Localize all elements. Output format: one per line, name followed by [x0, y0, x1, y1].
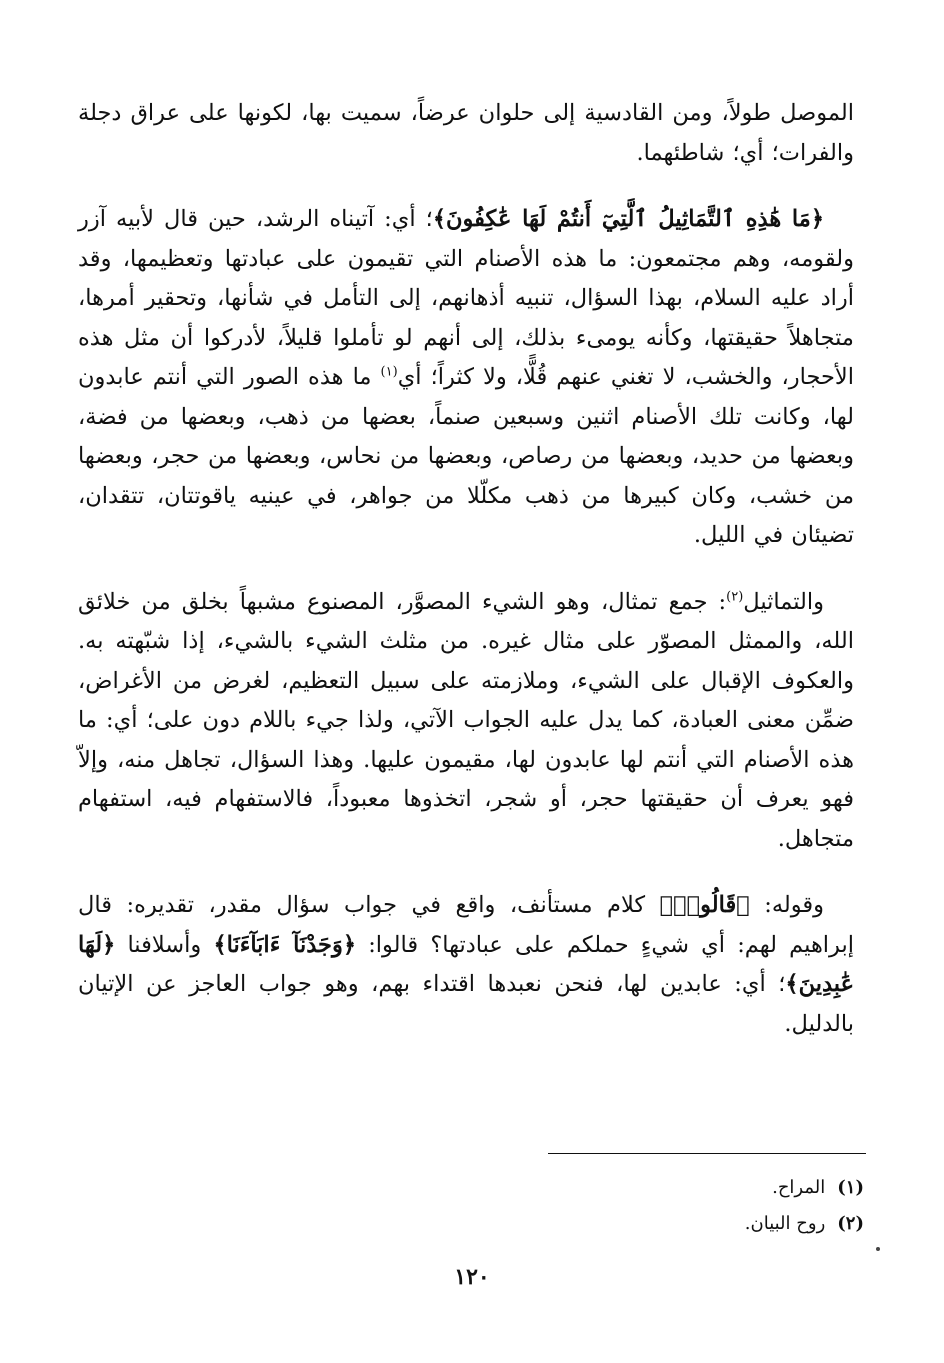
paragraph-1-text: الموصل طولاً، ومن القادسية إلى حلوان عرضاً، سميت بها، لكونها على عراق دجلة والفرات؛ أي؛ شاطئهما. [78, 100, 854, 166]
paragraph-1 [78, 94, 854, 173]
paragraph-2-text-a: ؛ أي: آتيناه الرشد، حين قال لأبيه آزر ولقومه، وهم مجتمعون: ما هذه الأصنام التي تقيمون على عبادتها وتعظيمها، وقد أراد عليه السلام، بهذا السؤال، تنبيه أذهانهم، إلى التأمل في شأنها، وتحقير أمرها، متجاهلاً حقيقتها، وكأنه يومىء بذلك، إلى أنهم لو تأملوا قليلاً، لأدركوا أن مثل هذه الأحجار، والخشب، لا تغني عنهم قُلًّا، ولا كثراً؛ أي [78, 206, 855, 390]
footnote-ref-1[interactable]: (١) [380, 364, 398, 380]
footnote-2 [464, 1206, 864, 1242]
footnote-2-text: روح البيان. [744, 1213, 826, 1234]
quran-verse-2: ﴿قَالُوا۟﴾ [659, 892, 750, 918]
paragraph-2-text-b: ما هذه الصور التي أنتم عابدون لها، وكانت تلك الأصنام اثنين وسبعين صنماً، بعضها من ذهب، وبعضها من فضة، وبعضها من حديد، وبعضها من رصاص، وبعضها من نحاس، وبعضها من حجر، وبعضها من خشب، وكان كبيرها من ذهب مكلّلا من جواهر، في عينيه ياقوتتان، تتقدان، تضيئان في الليل. [78, 364, 854, 548]
paragraph-4-text-b: كلام مستأنف، واقع في جواب سؤال مقدر، تقديره: قال إبراهيم لهم: أي شيءٍ حملكم على عبادتها؟ قالوا: [78, 892, 854, 958]
print-speck [876, 1247, 880, 1251]
paragraph-4-text-a: وقوله: [749, 892, 824, 918]
page-number: ١٢٠ [454, 1264, 490, 1290]
footnote-ref-2[interactable]: (٢) [726, 589, 744, 604]
main-text [78, 94, 854, 1071]
paragraph-4-text-c: وأسلافنا [115, 931, 214, 958]
quran-verse-4: ﴿لَهَا عَٰبِدِينَ﴾ [78, 931, 854, 997]
paragraph-4-text-d: ؛ أي: عابدين لها، فنحن نعبدها اقتداء بهم، وهو جواب العاجز عن الإتيان بالدليل. [78, 971, 854, 1037]
paragraph-4 [78, 886, 854, 1044]
paragraph-3 [78, 583, 854, 860]
footnote-2-number: (٢) [837, 1213, 864, 1234]
quran-verse-3: ﴿وَجَدْنَآ ءَابَآءَنَا﴾ [213, 931, 357, 958]
footnotes [464, 1170, 864, 1242]
paragraph-3-lead: والتماثيل [743, 588, 824, 615]
footnote-divider [548, 1153, 866, 1154]
paragraph-3-text: : جمع تمثال، وهو الشيء المصوَّر، المصنوع مشبهاً بخلق من خلائق الله، والممثل المصوّر على مثال غيره. من مثلث الشيء بالشيء، إذا شبّهته به. والعكوف الإقبال على الشيء، وملازمته على سبيل التعظيم، لغرض من الأغراض، ضمِّن معنى العبادة، كما يدل عليه الجواب الآتي، ولذا جيء باللام دون على؛ أي: ما هذه الأصنام التي أنتم لها عابدون لها، مقيمون عليها. وهذا السؤال، تجاهل منه، وإلاّ فهو يعرف أن حقيقتها حجر، أو شجر، اتخذوها معبوداً، فالاستفهام فيه، استفهام متجاهل. [78, 588, 854, 852]
quran-verse-1: ﴿مَا هَٰذِهِ ٱلتَّمَاثِيلُ ٱلَّتِيٓ أَنتُمْ لَهَا عَٰكِفُونَ﴾ [432, 206, 825, 232]
footnote-1-number: (١) [837, 1177, 864, 1198]
footnote-1-text: المراح. [772, 1177, 826, 1198]
footnote-1 [464, 1170, 864, 1206]
paragraph-2 [78, 200, 854, 556]
